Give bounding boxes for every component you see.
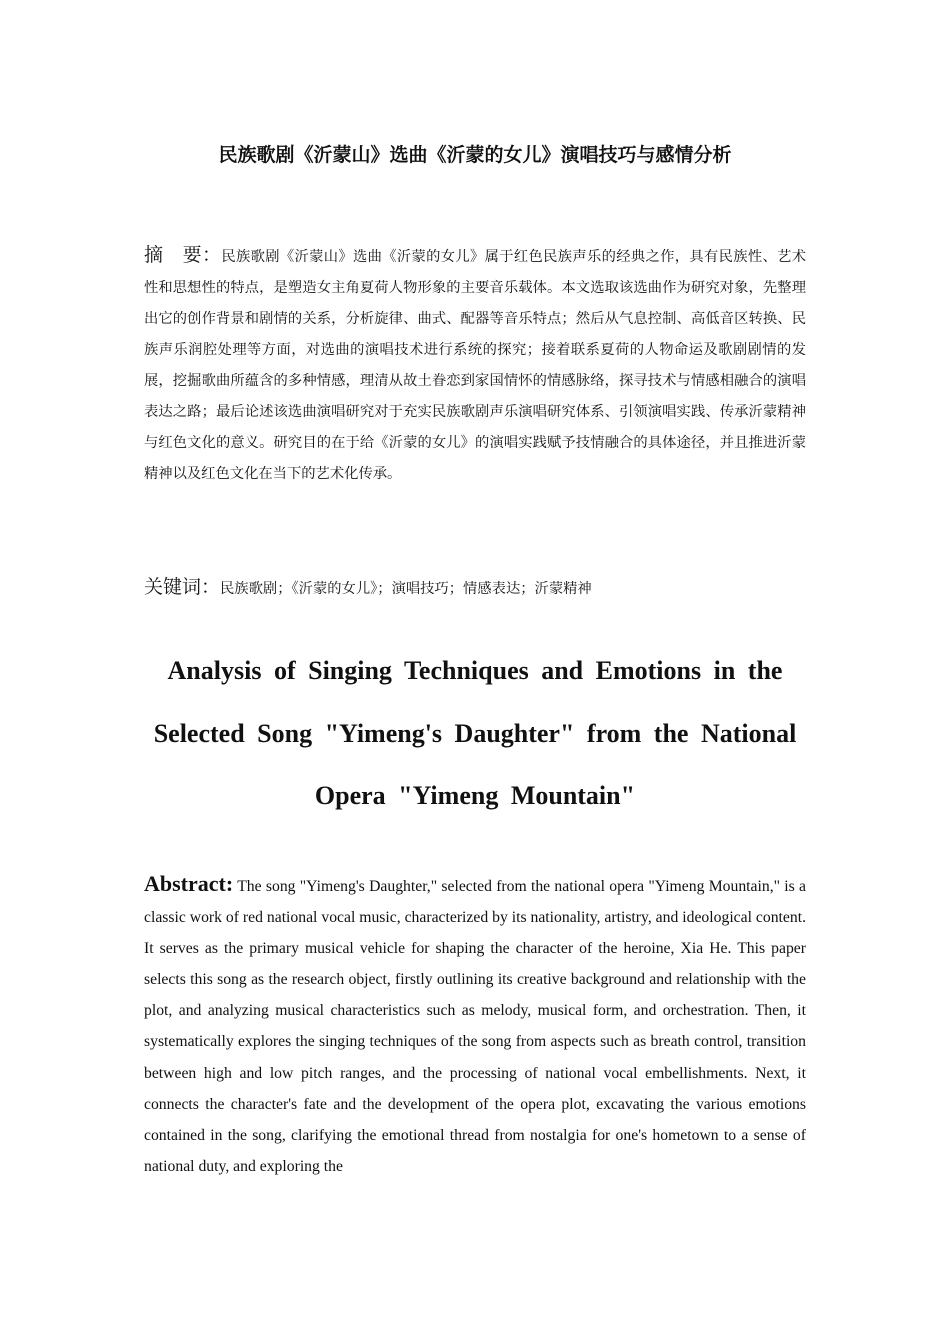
- chinese-keywords-text: 民族歌剧；《沂蒙的女儿》；演唱技巧；情感表达；沂蒙精神: [220, 581, 592, 597]
- chinese-abstract-label: 摘 要：: [144, 244, 222, 266]
- chinese-title: 民族歌剧《沂蒙山》选曲《沂蒙的女儿》演唱技巧与感情分析: [218, 144, 732, 166]
- chinese-keywords: [144, 572, 806, 605]
- english-abstract-label: Abstract:: [144, 871, 234, 896]
- english-abstract: [144, 868, 806, 1182]
- english-abstract-text: The song "Yimeng's Daughter," selected from the national opera "Yimeng Mountain," is a classic work of red national vocal music, characterized by its nationality, artistry, and ideological content. It serves as the primary musical vehicle for shaping the character of the heroine, Xia He. This paper selects this song as the research object, firstly outlining its creative background and relationship with the plot, and analyzing musical characteristics such as melody, musical form, and orchestration. Then, it systematically explores the singing techniques of the song from aspects such as breath control, transition between high and low pitch ranges, and the processing of national vocal embellishments. Next, it connects the character's fate and the development of the opera plot, excavating the various emotions contained in the song, clarifying the emotional thread from nostalgia for one's hometown to a sense of national duty, and exploring the: [144, 878, 806, 1175]
- chinese-keywords-label: 关键词：: [144, 576, 221, 598]
- english-title: Analysis of Singing Techniques and Emotions in the Selected Song "Yimeng's Daughter" from the National Opera "Yimeng Mountain": [153, 656, 797, 810]
- chinese-abstract-text: 民族歌剧《沂蒙山》选曲《沂蒙的女儿》属于红色民族声乐的经典之作，具有民族性、艺术性和思想性的特点，是塑造女主角夏荷人物形象的主要音乐载体。本文选取该选曲作为研究对象，先整理出它的创作背景和剧情的关系，分析旋律、曲式、配器等音乐特点；然后从气息控制、高低音区转换、民族声乐润腔处理等方面，对选曲的演唱技术进行系统的探究；接着联系夏荷的人物命运及歌剧剧情的发展，挖掘歌曲所蕴含的多种情感，理清从故土眷恋到家国情怀的情感脉络，探寻技术与情感相融合的演唱表达之路；最后论述该选曲演唱研究对于充实民族歌剧声乐演唱研究体系、引领演唱实践、传承沂蒙精神与红色文化的意义。研究目的在于给《沂蒙的女儿》的演唱实践赋予技情融合的具体途径，并且推进沂蒙精神以及红色文化在当下的艺术化传承。: [144, 249, 806, 482]
- chinese-abstract: [144, 240, 806, 490]
